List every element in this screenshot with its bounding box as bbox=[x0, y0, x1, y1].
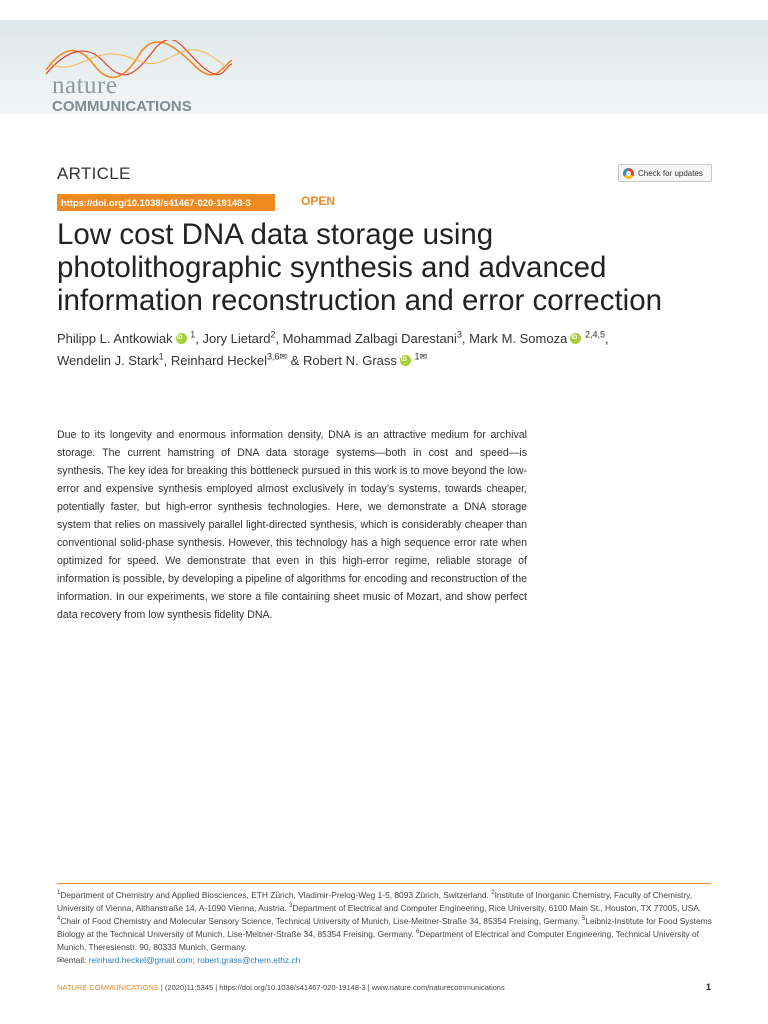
check-for-updates-label: Check for updates bbox=[638, 168, 703, 178]
email-label: email: bbox=[64, 955, 89, 965]
author-affiliation: 2,4,5 bbox=[584, 329, 605, 340]
orcid-icon[interactable] bbox=[570, 333, 581, 344]
journal-header-band bbox=[0, 20, 768, 114]
author-affiliation: 3 bbox=[456, 329, 462, 340]
author-name[interactable]: Wendelin J. Stark bbox=[57, 353, 159, 368]
article-type-label: ARTICLE bbox=[57, 164, 131, 183]
author-affiliation: 2 bbox=[270, 329, 276, 340]
open-access-label: OPEN bbox=[301, 194, 336, 208]
author-affiliation: 3,6 bbox=[267, 351, 280, 362]
affiliation-footnotes bbox=[57, 889, 717, 967]
envelope-icon[interactable]: ✉ bbox=[419, 351, 428, 362]
footer-citation bbox=[57, 983, 505, 992]
envelope-icon[interactable]: ✉ bbox=[279, 351, 288, 362]
email-separator: ; bbox=[192, 955, 198, 965]
author-affiliation: 1 bbox=[414, 351, 420, 362]
email-link-heckel[interactable]: reinhard.heckel@gmail.com bbox=[88, 955, 193, 965]
abstract-text: Due to its longevity and enormous information density, DNA is an attractive medium for archival storage. The current hamstring of DNA data storage systems—both in cost and speed—is synthesis. The key idea for breaking this bottleneck pursued in this work is to move beyond the low-error and expensive synthesis employed almost exclusively in today’s systems, towards cheaper, potentially faster, but high-error synthesis technologies. Here, we demonstrate a DNA storage system that relies on massively parallel light-directed synthesis, which is considerably cheaper than conventional solid-phase synthesis. However, this technology has a high sequence error rate when optimized for speed. We demonstrate that even in this high-error regime, reliable storage of information is possible, by developing a pipeline of algorithms for encoding and reconstruction of the information. In our experiments, we store a file containing sheet music of Mozart, and show perfect data recovery from low synthesis fidelity DNA. bbox=[57, 429, 527, 621]
footnote-number: 2 bbox=[491, 890, 495, 897]
author-separator: & bbox=[287, 353, 303, 368]
doi-link[interactable]: https://doi.org/10.1038/s41467-020-19148-3 bbox=[57, 194, 275, 211]
page-footer bbox=[57, 982, 711, 992]
footnote-number: 5 bbox=[581, 916, 586, 923]
author-separator: , bbox=[461, 331, 470, 346]
affiliation-text: Chair of Food Chemistry and Molecular Sensory Science, Technical University of Munich, Lise-Meitner-Straße 34, 85354 Freising, Germany. bbox=[60, 916, 580, 926]
affiliation-text: Department of Chemistry and Applied Biosciences, ETH Zürich, Vladimir-Prelog-Weg 1-5, 8093 Zürich, Switzerland. bbox=[60, 890, 489, 900]
author-name[interactable]: Mohammad Zalbagi Darestani bbox=[282, 331, 457, 346]
author-affiliation: 1 bbox=[158, 351, 164, 362]
footnote-number: 4 bbox=[57, 916, 61, 923]
author-name[interactable]: Reinhard Heckel bbox=[170, 353, 267, 368]
email-link-grass[interactable]: robert.grass@chem.ethz.ch bbox=[197, 955, 301, 965]
email-envelope-icon: ✉ bbox=[57, 955, 65, 965]
footnote-number: 3 bbox=[289, 903, 293, 910]
affiliation-text: Leibniz-Institute for Food Systems Biology at the Technical University of Munich, Lise-Meitner-Straße 34, 85354 Freising, Germany. bbox=[57, 916, 712, 939]
author-affiliation: 1 bbox=[190, 329, 196, 340]
logo-communications-text: COMMUNICATIONS bbox=[52, 98, 192, 115]
affiliation-text: Department of Electrical and Computer Engineering, Technical University of Munich, Theresienstr. 90, 80333 Munich, Germany. bbox=[57, 929, 700, 952]
orcid-icon[interactable] bbox=[400, 355, 411, 366]
footer-citation-text: | (2020)11:5345 | https://doi.org/10.1038/s41467-020-19148-3 | www.nature.com/naturecommunications bbox=[158, 982, 505, 992]
author-name[interactable]: Jory Lietard bbox=[202, 331, 271, 346]
author-separator: , bbox=[604, 331, 609, 346]
logo-nature-text: nature bbox=[52, 72, 118, 99]
affiliation-text: Department of Electrical and Computer Engineering, Rice University, 6100 Main St., Houston, TX 77005, USA. bbox=[292, 903, 702, 913]
footer-journal-name[interactable]: NATURE COMMUNICATIONS bbox=[57, 982, 159, 992]
author-separator: , bbox=[195, 331, 203, 346]
article-title: Low cost DNA data storage using photolithographic synthesis and advanced information reconstruction and error correction bbox=[57, 218, 663, 317]
author-name[interactable]: Mark M. Somoza bbox=[469, 331, 568, 346]
author-list bbox=[57, 328, 717, 372]
author-separator: , bbox=[163, 353, 171, 368]
footnote-number: 6 bbox=[416, 929, 420, 936]
footnote-divider bbox=[57, 883, 711, 884]
nature-communications-logo[interactable] bbox=[44, 40, 234, 120]
check-for-updates-button[interactable] bbox=[618, 164, 712, 182]
affiliation-text: Institute of Inorganic Chemistry, Faculty of Chemistry, University of Vienna, Althanstraße 14, A-1090 Vienna, Austria. bbox=[57, 890, 693, 913]
author-name[interactable]: Robert N. Grass bbox=[302, 353, 397, 368]
page-number: 1 bbox=[705, 982, 711, 992]
author-name[interactable]: Philipp L. Antkowiak bbox=[57, 331, 173, 346]
crossmark-icon bbox=[623, 168, 634, 179]
footnote-number: 1 bbox=[57, 890, 61, 897]
author-separator: , bbox=[275, 331, 283, 346]
orcid-icon[interactable] bbox=[176, 333, 187, 344]
